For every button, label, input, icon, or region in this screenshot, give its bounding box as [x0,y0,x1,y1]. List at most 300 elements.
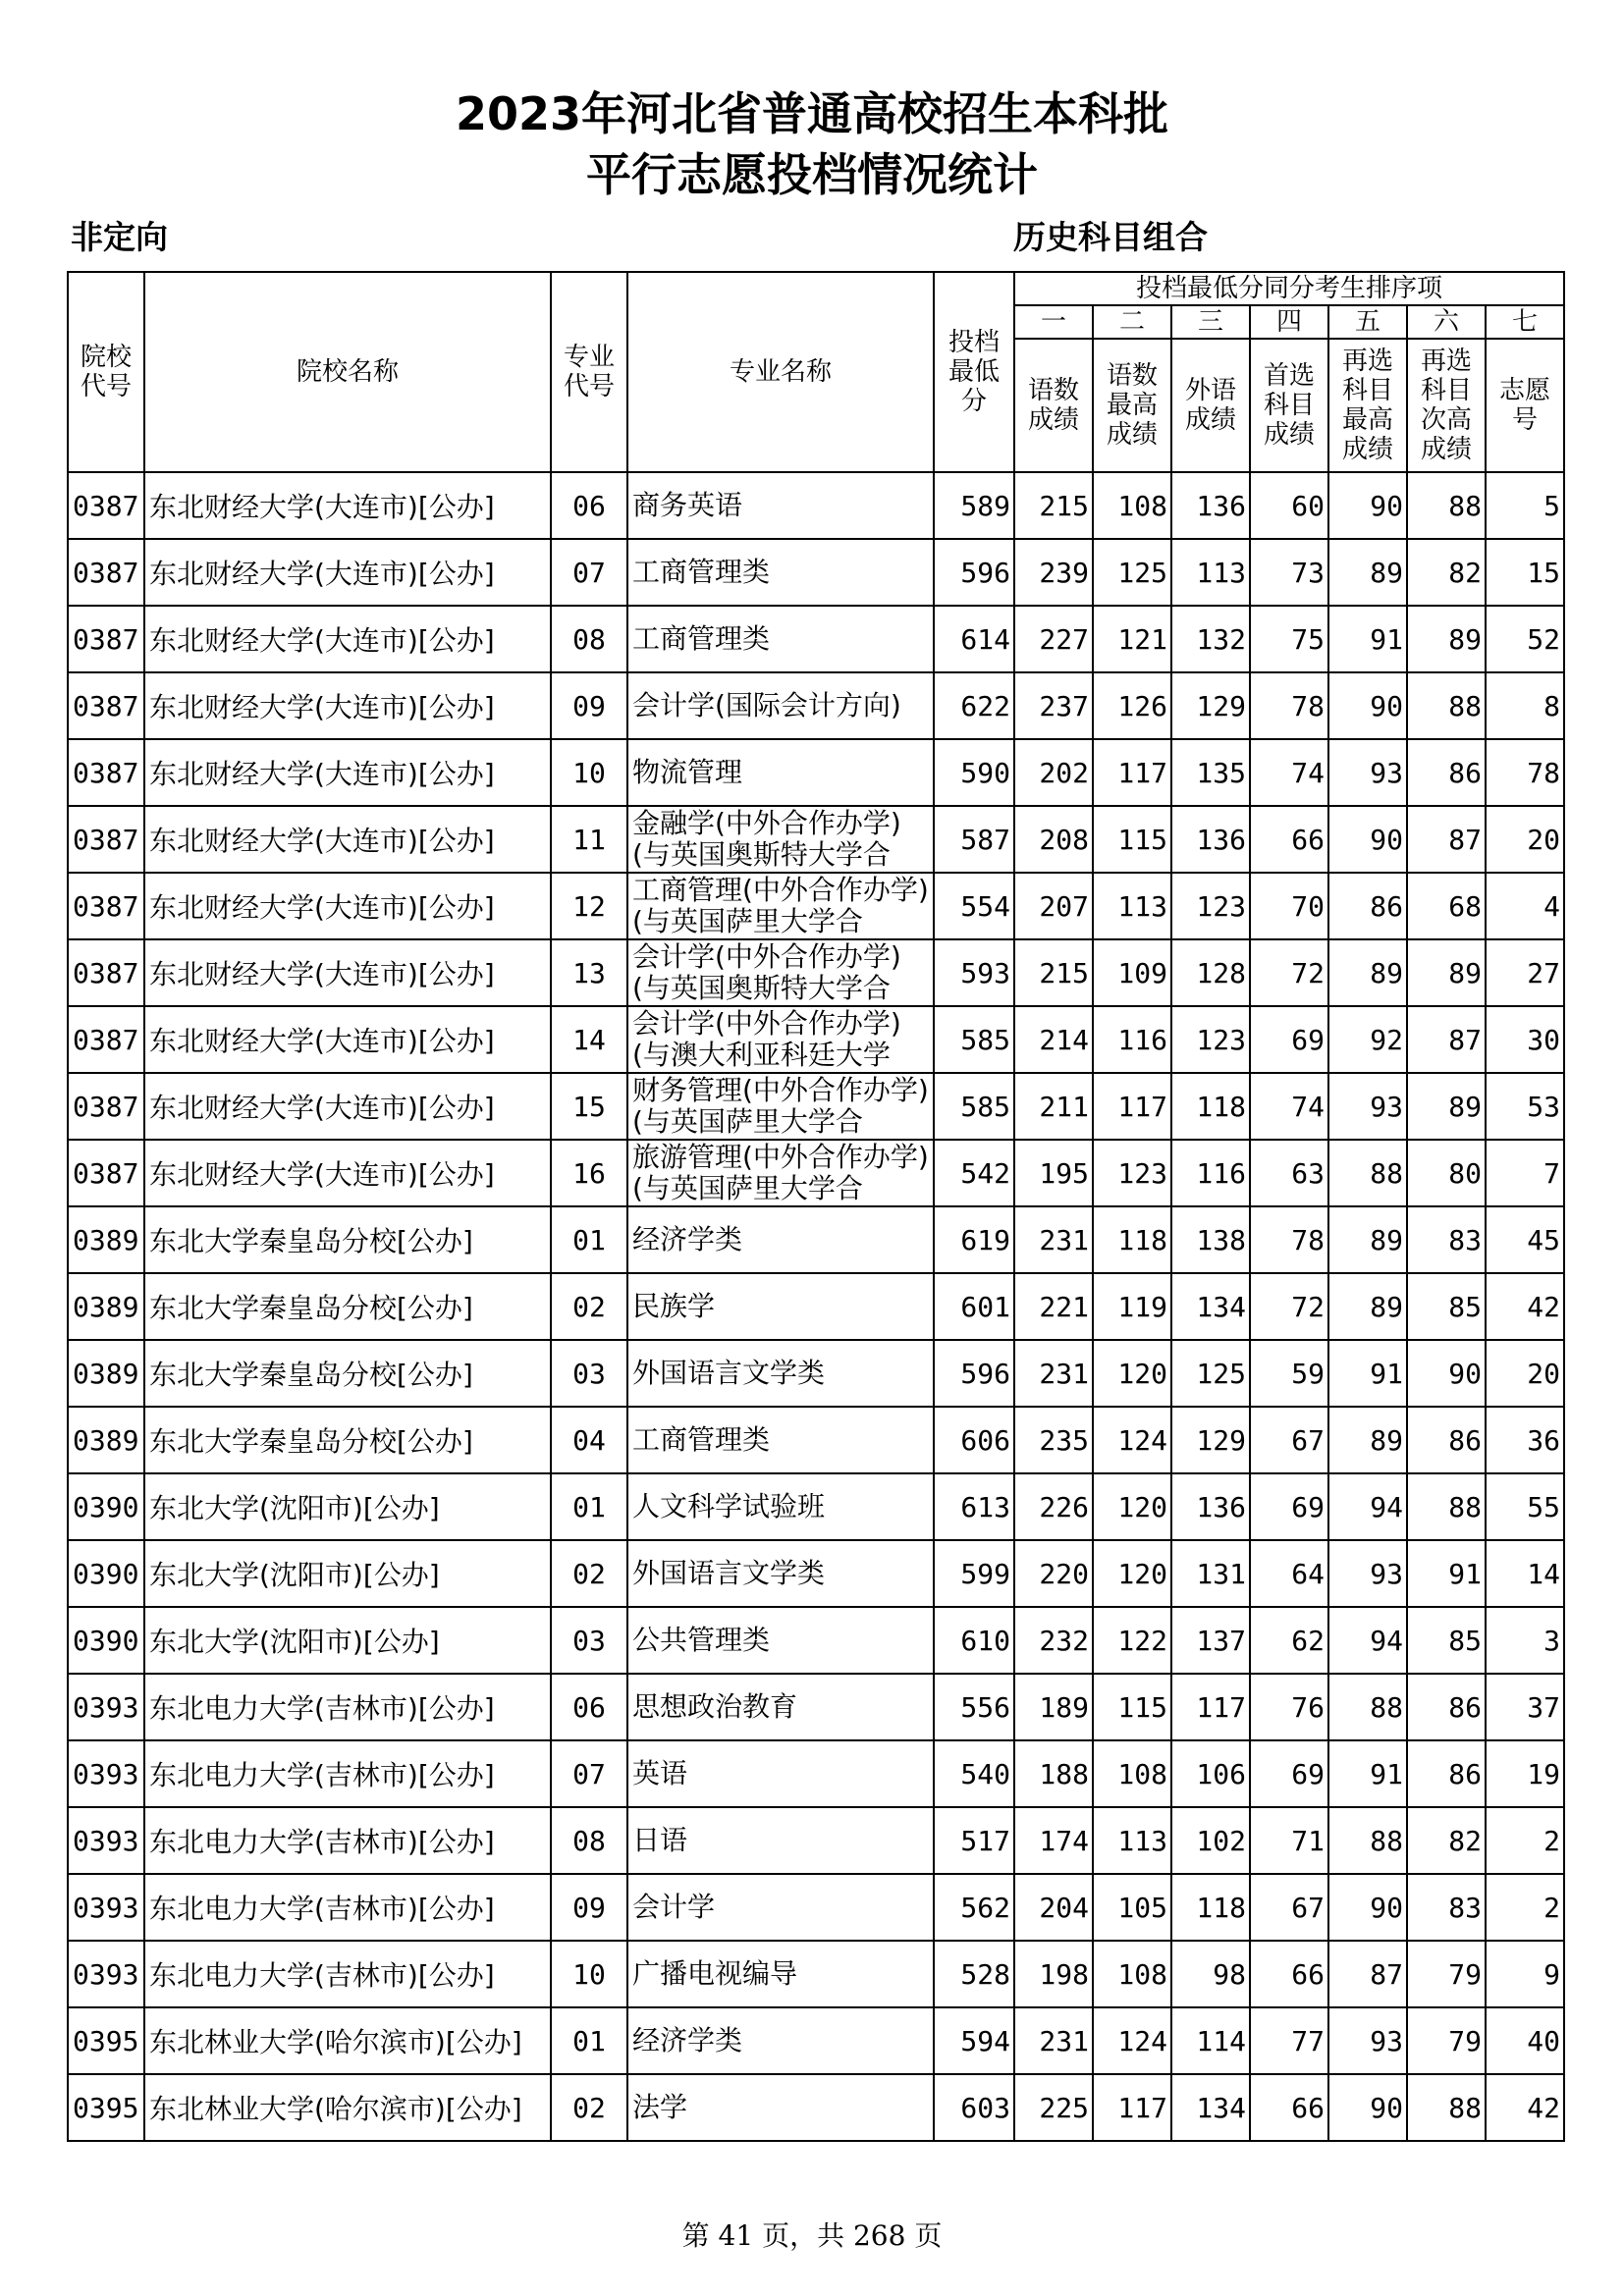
cell-first-subject: 67 [1250,1407,1328,1473]
cell-second-next: 82 [1407,1807,1486,1874]
table-row [68,1340,1564,1407]
cell-chinese-math-max: 113 [1093,873,1171,939]
cell-school-code: 0393 [68,1807,144,1874]
table-row [68,1674,1564,1740]
cell-min-score: 599 [934,1540,1014,1607]
cell-second-max: 90 [1328,806,1407,873]
table-row [68,873,1564,939]
cell-chinese-math-max: 120 [1093,1540,1171,1607]
cell-major-code: 11 [551,806,627,873]
cell-min-score: 587 [934,806,1014,873]
cell-chinese-math: 215 [1014,472,1093,539]
header-rank-item-7: 志愿号 [1486,339,1564,472]
cell-first-subject: 59 [1250,1340,1328,1407]
cell-second-next: 89 [1407,1073,1486,1140]
major-name-text: 财务管理(中外合作办学)(与英国萨里大学合 [632,1075,929,1138]
major-name-text: 会计学(国际会计方向) [632,690,901,721]
cell-second-max: 89 [1328,539,1407,606]
major-name-text: 外国语言文学类 [632,1558,826,1589]
cell-second-max: 88 [1328,1674,1407,1740]
header-major-name: 专业名称 [627,272,934,472]
cell-chinese-math: 215 [1014,939,1093,1006]
cell-second-next: 82 [1407,539,1486,606]
cell-school-name: 东北大学秦皇岛分校[公办] [144,1407,551,1473]
cell-chinese-math-max: 117 [1093,2074,1171,2141]
cell-min-score: 589 [934,472,1014,539]
cell-major-code: 09 [551,1874,627,1941]
header-rank-4: 四 [1250,305,1328,339]
cell-chinese-math: 198 [1014,1941,1093,2007]
cell-major-name [627,1273,934,1340]
cell-wish-no: 2 [1486,1874,1564,1941]
cell-major-name [627,1874,934,1941]
header-tie-group: 投档最低分同分考生排序项 [1014,272,1564,305]
cell-school-name: 东北财经大学(大连市)[公办] [144,539,551,606]
cell-second-max: 91 [1328,1740,1407,1807]
cell-chinese-math: 231 [1014,1206,1093,1273]
cell-first-subject: 74 [1250,1073,1328,1140]
cell-min-score: 596 [934,539,1014,606]
cell-school-name: 东北大学秦皇岛分校[公办] [144,1273,551,1340]
cell-second-next: 85 [1407,1273,1486,1340]
cell-major-name [627,806,934,873]
cell-second-next: 80 [1407,1140,1486,1206]
cell-foreign-lang: 117 [1171,1674,1250,1740]
cell-min-score: 614 [934,606,1014,672]
cell-second-next: 91 [1407,1540,1486,1607]
cell-school-code: 0387 [68,873,144,939]
cell-chinese-math-max: 117 [1093,739,1171,806]
cell-chinese-math-max: 117 [1093,1073,1171,1140]
plan-type-label: 非定向 [71,218,168,256]
cell-second-max: 89 [1328,1273,1407,1340]
cell-second-max: 91 [1328,606,1407,672]
admission-table [67,271,1565,2142]
cell-chinese-math-max: 108 [1093,1740,1171,1807]
cell-foreign-lang: 131 [1171,1540,1250,1607]
table-row [68,606,1564,672]
cell-major-name [627,1340,934,1407]
cell-second-next: 79 [1407,2007,1486,2074]
cell-wish-no: 2 [1486,1807,1564,1874]
cell-first-subject: 78 [1250,672,1328,739]
cell-foreign-lang: 129 [1171,672,1250,739]
major-name-text: 经济学类 [632,1224,743,1255]
cell-min-score: 528 [934,1941,1014,2007]
cell-chinese-math-max: 108 [1093,472,1171,539]
header-rank-item-3: 外语成绩 [1171,339,1250,472]
cell-second-next: 79 [1407,1941,1486,2007]
header-school-code: 院校代号 [68,272,144,472]
cell-major-name [627,739,934,806]
cell-major-code: 07 [551,1740,627,1807]
cell-first-subject: 66 [1250,806,1328,873]
table-row [68,672,1564,739]
major-name-text: 工商管理(中外合作办学)(与英国萨里大学合 [632,875,929,937]
cell-foreign-lang: 136 [1171,1473,1250,1540]
major-name-text: 民族学 [632,1291,716,1322]
cell-major-code: 03 [551,1340,627,1407]
cell-min-score: 601 [934,1273,1014,1340]
cell-second-max: 88 [1328,1140,1407,1206]
header-rank-item-4: 首选科目成绩 [1250,339,1328,472]
cell-major-name [627,1206,934,1273]
cell-first-subject: 71 [1250,1807,1328,1874]
cell-major-code: 01 [551,1206,627,1273]
cell-second-max: 93 [1328,2007,1407,2074]
table-row [68,1206,1564,1273]
cell-wish-no: 5 [1486,472,1564,539]
cell-major-name [627,2007,934,2074]
cell-chinese-math: 174 [1014,1807,1093,1874]
cell-major-code: 02 [551,1273,627,1340]
cell-chinese-math-max: 115 [1093,806,1171,873]
cell-first-subject: 63 [1250,1140,1328,1206]
cell-chinese-math-max: 108 [1093,1941,1171,2007]
cell-min-score: 610 [934,1607,1014,1674]
cell-school-name: 东北林业大学(哈尔滨市)[公办] [144,2074,551,2141]
cell-school-name: 东北财经大学(大连市)[公办] [144,873,551,939]
cell-second-next: 88 [1407,672,1486,739]
cell-chinese-math-max: 105 [1093,1874,1171,1941]
cell-second-max: 94 [1328,1607,1407,1674]
cell-school-code: 0395 [68,2074,144,2141]
cell-major-name [627,1140,934,1206]
cell-first-subject: 60 [1250,472,1328,539]
cell-school-name: 东北电力大学(吉林市)[公办] [144,1807,551,1874]
page-title-line2: 平行志愿投档情况统计 [586,148,1038,201]
cell-second-max: 88 [1328,1807,1407,1874]
cell-first-subject: 66 [1250,1941,1328,2007]
cell-school-code: 0389 [68,1340,144,1407]
cell-chinese-math: 208 [1014,806,1093,873]
cell-first-subject: 72 [1250,1273,1328,1340]
cell-chinese-math: 211 [1014,1073,1093,1140]
header-rank-7: 七 [1486,305,1564,339]
cell-second-next: 68 [1407,873,1486,939]
cell-wish-no: 53 [1486,1073,1564,1140]
cell-major-code: 03 [551,1607,627,1674]
table-row [68,1407,1564,1473]
cell-chinese-math-max: 113 [1093,1807,1171,1874]
cell-major-code: 04 [551,1407,627,1473]
cell-foreign-lang: 137 [1171,1607,1250,1674]
cell-wish-no: 45 [1486,1206,1564,1273]
major-name-text: 会计学(中外合作办学)(与澳大利亚科廷大学 [632,1008,901,1071]
cell-chinese-math: 231 [1014,2007,1093,2074]
cell-major-code: 01 [551,1473,627,1540]
cell-wish-no: 30 [1486,1006,1564,1073]
cell-wish-no: 78 [1486,739,1564,806]
header-rank-3: 三 [1171,305,1250,339]
cell-school-name: 东北财经大学(大连市)[公办] [144,1006,551,1073]
cell-min-score: 542 [934,1140,1014,1206]
cell-min-score: 585 [934,1006,1014,1073]
cell-major-code: 08 [551,606,627,672]
cell-wish-no: 20 [1486,1340,1564,1407]
cell-second-max: 89 [1328,1407,1407,1473]
cell-major-code: 10 [551,1941,627,2007]
cell-school-code: 0387 [68,1006,144,1073]
cell-min-score: 594 [934,2007,1014,2074]
cell-chinese-math: 214 [1014,1006,1093,1073]
cell-min-score: 554 [934,873,1014,939]
cell-school-code: 0389 [68,1407,144,1473]
major-name-text: 人文科学试验班 [632,1491,826,1522]
cell-school-code: 0387 [68,1073,144,1140]
cell-chinese-math: 221 [1014,1273,1093,1340]
cell-major-code: 10 [551,739,627,806]
cell-wish-no: 3 [1486,1607,1564,1674]
table-row [68,1874,1564,1941]
cell-school-code: 0387 [68,672,144,739]
cell-chinese-math: 239 [1014,539,1093,606]
cell-first-subject: 73 [1250,539,1328,606]
cell-first-subject: 67 [1250,1874,1328,1941]
cell-second-next: 89 [1407,606,1486,672]
cell-school-code: 0390 [68,1607,144,1674]
cell-major-name [627,1473,934,1540]
table-row [68,1006,1564,1073]
cell-school-code: 0389 [68,1206,144,1273]
cell-foreign-lang: 123 [1171,1006,1250,1073]
cell-min-score: 517 [934,1807,1014,1874]
cell-school-code: 0387 [68,472,144,539]
major-name-text: 商务英语 [632,490,743,521]
cell-chinese-math: 235 [1014,1407,1093,1473]
cell-foreign-lang: 134 [1171,1273,1250,1340]
table-row [68,539,1564,606]
cell-min-score: 606 [934,1407,1014,1473]
cell-second-max: 86 [1328,873,1407,939]
cell-major-code: 16 [551,1140,627,1206]
table-row [68,1140,1564,1206]
cell-major-code: 14 [551,1006,627,1073]
cell-chinese-math: 226 [1014,1473,1093,1540]
cell-chinese-math-max: 121 [1093,606,1171,672]
header-rank-2: 二 [1093,305,1171,339]
cell-second-max: 90 [1328,1874,1407,1941]
cell-chinese-math: 232 [1014,1607,1093,1674]
header-rank-6: 六 [1407,305,1486,339]
cell-wish-no: 14 [1486,1540,1564,1607]
cell-first-subject: 64 [1250,1540,1328,1607]
cell-wish-no: 55 [1486,1473,1564,1540]
cell-school-code: 0387 [68,939,144,1006]
table-row [68,1273,1564,1340]
cell-first-subject: 72 [1250,939,1328,1006]
table-row [68,2007,1564,2074]
cell-chinese-math: 188 [1014,1740,1093,1807]
major-name-text: 法学 [632,2092,688,2123]
major-name-text: 物流管理 [632,757,743,788]
cell-first-subject: 69 [1250,1473,1328,1540]
major-name-text: 英语 [632,1758,688,1789]
cell-min-score: 593 [934,939,1014,1006]
table-row [68,1473,1564,1540]
cell-foreign-lang: 116 [1171,1140,1250,1206]
cell-school-name: 东北财经大学(大连市)[公办] [144,1073,551,1140]
cell-wish-no: 4 [1486,873,1564,939]
cell-second-next: 89 [1407,939,1486,1006]
cell-first-subject: 69 [1250,1740,1328,1807]
cell-first-subject: 66 [1250,2074,1328,2141]
cell-wish-no: 9 [1486,1941,1564,2007]
cell-school-name: 东北财经大学(大连市)[公办] [144,806,551,873]
cell-school-name: 东北财经大学(大连市)[公办] [144,672,551,739]
cell-chinese-math-max: 124 [1093,1407,1171,1473]
cell-second-next: 88 [1407,1473,1486,1540]
cell-major-name [627,1073,934,1140]
cell-chinese-math-max: 109 [1093,939,1171,1006]
cell-wish-no: 27 [1486,939,1564,1006]
cell-foreign-lang: 132 [1171,606,1250,672]
cell-second-next: 88 [1407,2074,1486,2141]
cell-chinese-math: 204 [1014,1874,1093,1941]
cell-first-subject: 76 [1250,1674,1328,1740]
cell-second-next: 90 [1407,1340,1486,1407]
cell-major-code: 01 [551,2007,627,2074]
cell-second-next: 88 [1407,472,1486,539]
cell-chinese-math-max: 124 [1093,2007,1171,2074]
cell-school-name: 东北财经大学(大连市)[公办] [144,739,551,806]
cell-chinese-math-max: 116 [1093,1006,1171,1073]
cell-second-next: 83 [1407,1874,1486,1941]
cell-wish-no: 40 [1486,2007,1564,2074]
cell-chinese-math-max: 120 [1093,1473,1171,1540]
cell-school-code: 0387 [68,739,144,806]
header-rank-item-6: 再选科目次高成绩 [1407,339,1486,472]
cell-major-name [627,1807,934,1874]
header-rank-item-1: 语数成绩 [1014,339,1093,472]
cell-second-max: 93 [1328,1540,1407,1607]
cell-min-score: 596 [934,1340,1014,1407]
cell-major-name [627,1607,934,1674]
cell-major-code: 12 [551,873,627,939]
cell-second-next: 87 [1407,806,1486,873]
cell-chinese-math-max: 123 [1093,1140,1171,1206]
cell-school-name: 东北林业大学(哈尔滨市)[公办] [144,2007,551,2074]
subject-combo-label: 历史科目组合 [1013,218,1208,256]
cell-chinese-math: 220 [1014,1540,1093,1607]
table-row [68,1941,1564,2007]
cell-foreign-lang: 135 [1171,739,1250,806]
cell-foreign-lang: 134 [1171,2074,1250,2141]
cell-second-max: 87 [1328,1941,1407,2007]
cell-chinese-math-max: 125 [1093,539,1171,606]
cell-first-subject: 78 [1250,1206,1328,1273]
major-name-text: 广播电视编导 [632,1958,798,1990]
cell-chinese-math: 207 [1014,873,1093,939]
cell-foreign-lang: 136 [1171,472,1250,539]
table-row [68,2074,1564,2141]
cell-chinese-math: 231 [1014,1340,1093,1407]
cell-wish-no: 42 [1486,2074,1564,2141]
cell-second-max: 94 [1328,1473,1407,1540]
cell-school-name: 东北财经大学(大连市)[公办] [144,1140,551,1206]
cell-wish-no: 42 [1486,1273,1564,1340]
cell-school-code: 0390 [68,1540,144,1607]
cell-major-name [627,539,934,606]
cell-chinese-math: 225 [1014,2074,1093,2141]
major-name-text: 工商管理类 [632,623,771,655]
cell-school-code: 0395 [68,2007,144,2074]
table-row [68,1607,1564,1674]
cell-foreign-lang: 138 [1171,1206,1250,1273]
cell-school-name: 东北电力大学(吉林市)[公办] [144,1740,551,1807]
cell-school-name: 东北大学秦皇岛分校[公办] [144,1340,551,1407]
table-row [68,806,1564,873]
cell-first-subject: 74 [1250,739,1328,806]
cell-foreign-lang: 102 [1171,1807,1250,1874]
cell-foreign-lang: 129 [1171,1407,1250,1473]
cell-second-next: 83 [1407,1206,1486,1273]
major-name-text: 工商管理类 [632,557,771,588]
cell-foreign-lang: 113 [1171,539,1250,606]
cell-major-name [627,939,934,1006]
cell-second-max: 90 [1328,672,1407,739]
table-row [68,1807,1564,1874]
cell-school-code: 0393 [68,1674,144,1740]
cell-major-name [627,472,934,539]
cell-school-code: 0387 [68,806,144,873]
major-name-text: 外国语言文学类 [632,1358,826,1389]
cell-foreign-lang: 114 [1171,2007,1250,2074]
major-name-text: 金融学(中外合作办学)(与英国奥斯特大学合 [632,808,901,871]
cell-second-next: 86 [1407,1674,1486,1740]
table-row [68,1540,1564,1607]
header-major-code: 专业代号 [551,272,627,472]
cell-wish-no: 7 [1486,1140,1564,1206]
cell-school-name: 东北大学秦皇岛分校[公办] [144,1206,551,1273]
cell-foreign-lang: 106 [1171,1740,1250,1807]
cell-second-max: 91 [1328,1340,1407,1407]
cell-wish-no: 52 [1486,606,1564,672]
cell-major-name [627,2074,934,2141]
cell-major-code: 08 [551,1807,627,1874]
cell-first-subject: 77 [1250,2007,1328,2074]
major-name-text: 会计学(中外合作办学)(与英国奥斯特大学合 [632,941,901,1004]
cell-major-name [627,672,934,739]
cell-foreign-lang: 125 [1171,1340,1250,1407]
cell-min-score: 540 [934,1740,1014,1807]
cell-second-next: 86 [1407,739,1486,806]
cell-foreign-lang: 136 [1171,806,1250,873]
cell-school-code: 0387 [68,606,144,672]
table-row [68,1073,1564,1140]
cell-second-max: 93 [1328,1073,1407,1140]
cell-second-next: 86 [1407,1407,1486,1473]
cell-school-name: 东北财经大学(大连市)[公办] [144,472,551,539]
cell-major-code: 15 [551,1073,627,1140]
cell-chinese-math-max: 118 [1093,1206,1171,1273]
cell-chinese-math: 227 [1014,606,1093,672]
cell-major-code: 13 [551,939,627,1006]
table-row [68,472,1564,539]
header-rank-item-5: 再选科目最高成绩 [1328,339,1407,472]
cell-school-name: 东北电力大学(吉林市)[公办] [144,1674,551,1740]
cell-school-name: 东北大学(沈阳市)[公办] [144,1540,551,1607]
cell-wish-no: 19 [1486,1740,1564,1807]
major-name-text: 思想政治教育 [632,1691,798,1723]
major-name-text: 旅游管理(中外合作办学)(与英国萨里大学合 [632,1142,929,1204]
cell-min-score: 622 [934,672,1014,739]
cell-school-code: 0393 [68,1941,144,2007]
cell-wish-no: 15 [1486,539,1564,606]
cell-second-next: 85 [1407,1607,1486,1674]
cell-major-code: 02 [551,1540,627,1607]
cell-first-subject: 62 [1250,1607,1328,1674]
